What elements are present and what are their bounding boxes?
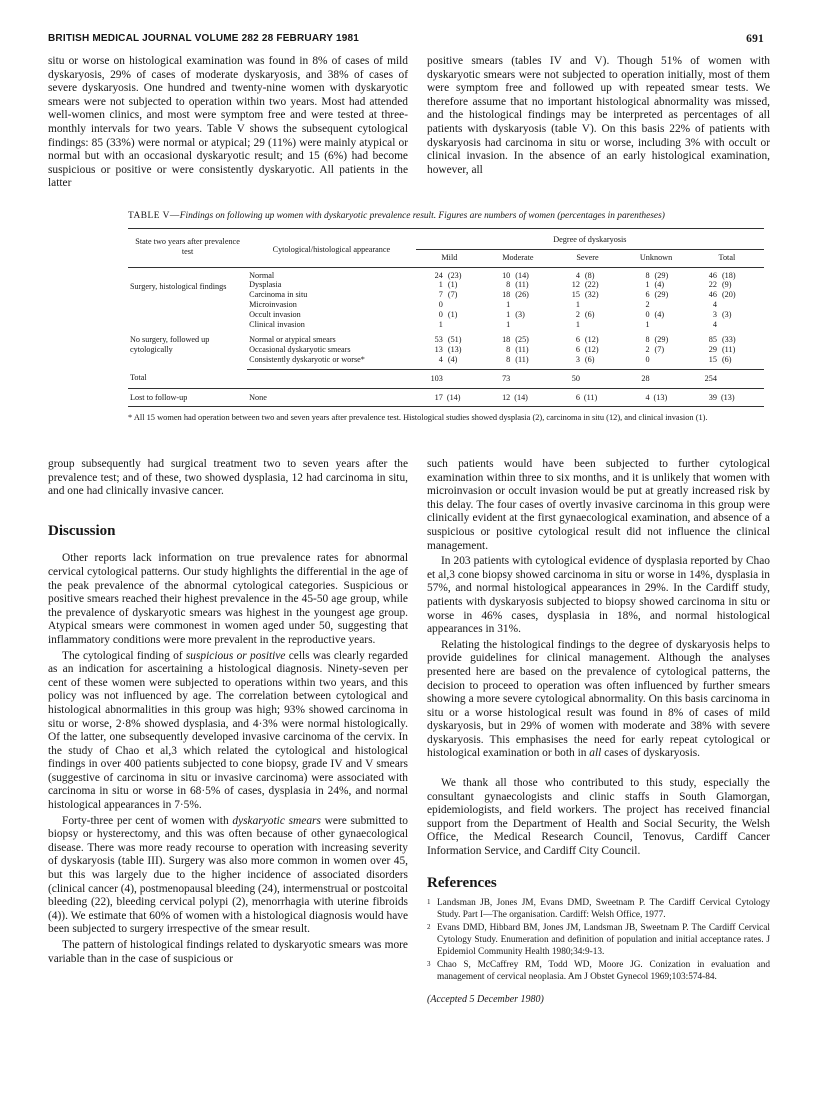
cell: 18 bbox=[502, 290, 511, 300]
table-caption bbox=[128, 210, 764, 222]
group-label-surgery: Surgery, histological findings bbox=[128, 267, 247, 332]
cell: 53 bbox=[434, 335, 443, 345]
reference-2 bbox=[427, 923, 770, 958]
cell: (1) bbox=[447, 280, 458, 290]
cell: (4) bbox=[654, 280, 665, 290]
row-label: Microinvasion bbox=[249, 299, 297, 309]
lower-right-column bbox=[427, 458, 770, 1007]
total-row bbox=[128, 369, 764, 388]
right-paragraph-3 bbox=[427, 639, 770, 761]
cell: 46 bbox=[690, 267, 719, 280]
cell bbox=[445, 300, 483, 310]
right-paragraph-2: In 203 patients with cytological evidence of dysplasia reported by Chao et al,3 cone biopsy showed carcinoma in situ or worse in 14%, dysplasia in 57%, and normal histological appearances in 29%. In the Cardiff study, patients with dyskaryosis subjected to biopsy showed carcinoma in situ or worse in 46% cases, dysplasia in 18%, and normal histological appearances in 31%. bbox=[427, 555, 770, 636]
cell bbox=[445, 320, 483, 333]
cell: 1 bbox=[506, 309, 511, 319]
row-label: Consistently dyskaryotic or worse* bbox=[247, 355, 416, 369]
cell: 29 bbox=[708, 345, 717, 355]
emphasis: all bbox=[589, 747, 602, 760]
cell: (33) bbox=[721, 335, 736, 345]
row-label: Occasional dyskaryotic smears bbox=[249, 345, 351, 355]
cell: (1) bbox=[447, 309, 458, 319]
cell: (7) bbox=[447, 290, 458, 300]
cell: (6) bbox=[584, 309, 595, 319]
table-row bbox=[128, 332, 764, 345]
references-list bbox=[427, 898, 770, 983]
cell: (4) bbox=[445, 355, 483, 369]
right-paragraph-1: such patients would have been subjected to further cytological examination within three to six months, and it is unlikely that women with microinvasion or occult invasion would be put at greatly increased risk by this delay. The four cases of overtly invasive carcinoma in this group were clinically evident at the first gynaecological examination, and absence of a suspicious or positive cytological result did not influence the clinical management. bbox=[427, 458, 770, 552]
cell: 15 bbox=[690, 355, 719, 369]
cell: 50 bbox=[553, 369, 582, 388]
reference-text: Evans DMD, Hibbard BM, Jones JM, Landsman JB, Sweetnam P. The Cardiff Cervical Cytology Study. Enumeration and definition of population and initial acceptance rates. J Epidemiol Community Health 1980;34:9-13. bbox=[437, 923, 770, 957]
cell bbox=[652, 300, 690, 310]
cell: (22) bbox=[584, 280, 599, 290]
cell: (25) bbox=[515, 335, 529, 345]
page-number: 691 bbox=[746, 33, 764, 45]
cell: None bbox=[247, 388, 416, 407]
cell: (14) bbox=[512, 388, 552, 407]
text-run: The cytological finding of bbox=[62, 649, 186, 662]
cell: 8 bbox=[483, 355, 512, 369]
cell: 18 bbox=[502, 335, 511, 345]
total-label: Total bbox=[128, 369, 247, 388]
cell: (11) bbox=[515, 345, 529, 355]
text-run: were submitted to biopsy or hysterectomy, and this was often because of other gynaecological disease. There was more ready recourse to operation with increasing severity of dyskaryosis (table III). Surgery was also more common in women over 45, but this was largely due to the higher incidence of associated disorders (clinical cancer (4), postmenopausal bleeding (24), intermenstrual or postcoital bleeding (22), bleeding cervical polypi (2), menorrhagia with uterine fibroids (4)). We estimate that 60% of women with a histological diagnosis would have been subjected to surgery irrespective of the smear result. bbox=[48, 814, 408, 936]
cell: 0 bbox=[645, 309, 650, 319]
row-label: Normal bbox=[247, 267, 416, 280]
cell: 103 bbox=[416, 369, 445, 388]
cell: 46 bbox=[708, 290, 717, 300]
table-v bbox=[128, 210, 764, 423]
cell: 1 bbox=[645, 319, 650, 329]
header-state: State two years after prevalence test bbox=[128, 229, 247, 268]
cell: 4 bbox=[622, 388, 651, 407]
discussion-paragraph-1: Other reports lack information on true prevalence rates for abnormal cervical cytological patterns. Our study highlights the differential in the age of the peak prevalence of the abnormal cytological categories. Suspicious or positive smears reached their highest prevalence in the 45-50 age group, while the prevalence of dyskaryotic smears was highest in the youngest age group. Atypical smears were commonest in women aged under 50, suggesting that inflammatory conditions were more prevalent in the reproductive years. bbox=[48, 552, 408, 646]
cell: (26) bbox=[515, 290, 529, 300]
cell: (11) bbox=[515, 280, 529, 290]
acknowledgments: We thank all those who contributed to this study, especially the consultant gynaecologists and clinic staffs in South Glamorgan, epidemiologists, and field workers. The project has received financial support from the Department of Health and Social Security, the Welsh Office, the Medical Research Council, Tenovus, Cardiff Cancer Information Service, and Cardiff City Council. bbox=[427, 777, 770, 858]
text-run: Relating the histological findings to the degree of dyskaryosis helps to provide guidelines for clinical management. Although the analyses presented here are based on the prevalence of cytological patterns, the decision to proceed to operation was often influenced by further smears showing a more severe cytological abnormality. On this basis carcinoma in situ or a worse histological result was found in 8% of cases of mild dyskaryosis, but in 29% of women with moderate and 38% with severe dyskaryosis. This emphasises the need for early repeat cytological or histological examination or both in bbox=[427, 638, 770, 760]
cell: 8 bbox=[645, 335, 650, 345]
row-label: Normal or atypical smears bbox=[249, 335, 336, 345]
cell bbox=[719, 320, 764, 333]
cell: 1 bbox=[438, 319, 443, 329]
header-total: Total bbox=[690, 249, 764, 267]
cell: 0 bbox=[622, 355, 651, 369]
row-label: Dysplasia bbox=[249, 280, 282, 290]
cell bbox=[512, 300, 552, 310]
cell: 39 bbox=[690, 388, 719, 407]
group-label-no-surgery: No surgery, followed up cytologically bbox=[130, 335, 210, 355]
discussion-heading: Discussion bbox=[48, 522, 116, 539]
top-right-paragraph: positive smears (tables IV and V). Though 51% of women with dyskaryotic smears were not subjected to operation initially, most of them were symptom free and followed up with repeated smear tests. We therefore assume that no important histological abnormality was missed, and the histological findings may be interpreted as percentages of all patients with dyskaryosis (table V). On this basis 22% of patients with dyskaryosis had carcinoma in situ or worse, including 3% with occult or clinical invasion. In the absence of an early histological examination, however, all bbox=[427, 55, 770, 176]
cell: 12 bbox=[483, 388, 512, 407]
cell: 24 bbox=[416, 267, 445, 280]
cell: 13 bbox=[434, 345, 443, 355]
cell: (7) bbox=[654, 345, 665, 355]
header-appearance: Cytological/histological appearance bbox=[247, 229, 416, 268]
cell: (9) bbox=[721, 280, 732, 290]
reference-3 bbox=[427, 960, 770, 983]
cell: 7 bbox=[438, 290, 443, 300]
cell: (4) bbox=[654, 309, 665, 319]
discussion-paragraph-3 bbox=[48, 815, 408, 937]
cell: 1 bbox=[438, 280, 443, 290]
cell: (29) bbox=[652, 267, 690, 280]
header-moderate: Moderate bbox=[483, 249, 553, 267]
cell: 2 bbox=[645, 345, 650, 355]
cell: 0 bbox=[438, 309, 443, 319]
top-left-column bbox=[48, 55, 408, 191]
cell: 6 bbox=[553, 388, 582, 407]
cell: (8) bbox=[582, 267, 622, 280]
cell: (6) bbox=[582, 355, 622, 369]
cell bbox=[652, 355, 690, 369]
top-right-column bbox=[427, 55, 770, 177]
table-caption-lead: TABLE V— bbox=[128, 211, 180, 221]
row-label: Carcinoma in situ bbox=[249, 290, 308, 300]
table-row bbox=[128, 267, 764, 280]
cell: 3 bbox=[553, 355, 582, 369]
table-caption-text: Findings on following up women with dyskaryotic prevalence result. Figures are numbers of women (percentages in parentheses) bbox=[179, 211, 665, 221]
cell: 1 bbox=[575, 299, 580, 309]
cell: (14) bbox=[445, 388, 483, 407]
cell: (13) bbox=[652, 388, 690, 407]
emphasis: suspicious or positive bbox=[185, 649, 286, 662]
cell: (3) bbox=[721, 309, 732, 319]
cell: 6 bbox=[645, 290, 650, 300]
cell: 8 bbox=[506, 280, 511, 290]
cell bbox=[582, 300, 622, 310]
cell: (12) bbox=[584, 335, 599, 345]
cell: (23) bbox=[445, 267, 483, 280]
emphasis: dyskaryotic smears bbox=[232, 814, 321, 827]
cell: (29) bbox=[654, 335, 669, 345]
top-left-paragraph: situ or worse on histological examination was found in 8% of cases of mild dyskaryosis, 29% of cases of moderate dyskaryosis, and 38% of cases of severe dyskaryosis. One hundred and twenty-nine women with dyskaryotic smears were not subjected to operation within two years. Most had attended well-women clinics, and most were symptom free and were tested at three-monthly intervals for two years. Table V shows the subsequent cytological findings: 85 (33%) were normal or atypical; 29 (11%) were mainly atypical or normal but with an occasional dyskaryotic result; and 15 (6%) had become suspicious or positive or were consistently dyskaryotic. All patients in the latter bbox=[48, 55, 408, 190]
reference-number: 1 bbox=[427, 898, 431, 907]
cell: 4 bbox=[712, 299, 717, 309]
journal-header: BRITISH MEDICAL JOURNAL VOLUME 282 28 FEBRUARY 1981 bbox=[48, 33, 360, 44]
reference-number: 2 bbox=[427, 923, 431, 932]
cell: 8 bbox=[506, 345, 511, 355]
text-run: Forty-three per cent of women with bbox=[62, 814, 233, 827]
cell: 6 bbox=[575, 335, 580, 345]
cell: 2 bbox=[645, 299, 650, 309]
reference-text: Landsman JB, Jones JM, Evans DMD, Sweetnam P. The Cardiff Cervical Cytology Study. Part I—The organisation. Cardiff: Welsh Office, 1977. bbox=[437, 898, 770, 920]
cell: (11) bbox=[512, 355, 552, 369]
cell: 3 bbox=[712, 309, 717, 319]
cell: 254 bbox=[690, 369, 719, 388]
cell: 85 bbox=[708, 335, 717, 345]
cell: 15 bbox=[571, 290, 580, 300]
cell: (11) bbox=[582, 388, 622, 407]
header-unknown: Unknown bbox=[622, 249, 689, 267]
table-footnote: * All 15 women had operation between two and seven years after prevalence test. Histological studies showed dysplasia (2), carcinoma in situ (12), and clinical invasion (1). bbox=[128, 413, 708, 423]
lost-row bbox=[128, 388, 764, 407]
row-label: Clinical invasion bbox=[249, 319, 305, 329]
accepted-date: (Accepted 5 December 1980) bbox=[427, 994, 544, 1006]
cell: 1 bbox=[575, 319, 580, 329]
row-label: Occult invasion bbox=[249, 309, 301, 319]
cell: 10 bbox=[483, 267, 512, 280]
cell: 2 bbox=[575, 309, 580, 319]
header-severe: Severe bbox=[553, 249, 623, 267]
cell: (13) bbox=[719, 388, 764, 407]
cell bbox=[512, 320, 552, 333]
reference-number: 3 bbox=[427, 960, 431, 969]
cell: (32) bbox=[584, 290, 599, 300]
reference-1 bbox=[427, 898, 770, 921]
header-degree: Degree of dyskaryosis bbox=[416, 229, 764, 250]
cell: 4 bbox=[712, 319, 717, 329]
findings-table bbox=[128, 228, 764, 407]
reference-text: Chao S, McCaffrey RM, Todd WD, Moore JG. Conization in evaluation and management of cervical neoplasia. Am J Obstet Gynecol 1969;103:574-84. bbox=[437, 960, 770, 982]
cell: 1 bbox=[645, 280, 650, 290]
cell: (6) bbox=[719, 355, 764, 369]
cell: 28 bbox=[622, 369, 651, 388]
lower-left-column bbox=[48, 458, 408, 966]
cell: 4 bbox=[416, 355, 445, 369]
cell: 4 bbox=[553, 267, 582, 280]
cell: (11) bbox=[721, 345, 736, 355]
text-run: cells was clearly regarded as an indication for ascertaining a histological diagnosis. Ninety-seven per cent of these women were subjected to operations within two years, and this policy was not influenced by age. The correlation between cytological and histological abnormalities in this group was high; 93% showed carcinoma in situ or worse, 2·8% showed dysplasia, and 4·3% were normal histologically. Of the latter, one subsequently developed invasive carcinoma of the cervix. In the study of Chao et al,3 which related the cytological and histological findings in over 400 patients subjected to cone biopsy, grade IV and V smears (suggestive of carcinoma in situ or invasive carcinoma) were associated with carcinoma in situ or worse in 68·5% of cases, dysplasia in 24%, and normal histological appearances in 7·5%. bbox=[48, 649, 408, 812]
cell bbox=[652, 320, 690, 333]
cell: 0 bbox=[438, 299, 443, 309]
cell bbox=[582, 320, 622, 333]
cell: (13) bbox=[447, 345, 462, 355]
cell: (14) bbox=[512, 267, 552, 280]
cell: (3) bbox=[515, 309, 525, 319]
cell: 22 bbox=[708, 280, 717, 290]
cell: 1 bbox=[506, 299, 511, 309]
cell: 73 bbox=[483, 369, 512, 388]
cell: 12 bbox=[571, 280, 580, 290]
cell: 1 bbox=[506, 319, 511, 329]
cell: 8 bbox=[622, 267, 651, 280]
references-heading: References bbox=[427, 874, 497, 891]
cell bbox=[719, 300, 764, 310]
continuation-paragraph: group subsequently had surgical treatment two to seven years after the prevalence test; and of these, two showed dysplasia, 12 had carcinoma in situ, and one had clinically invasive cancer. bbox=[48, 458, 408, 498]
header-mild: Mild bbox=[416, 249, 483, 267]
discussion-paragraph-4: The pattern of histological findings related to dyskaryotic smears was more variable than in the case of suspicious or bbox=[48, 939, 408, 965]
discussion-paragraph-2 bbox=[48, 650, 408, 813]
cell: 6 bbox=[575, 345, 580, 355]
cell: (20) bbox=[721, 290, 736, 300]
text-run: cases of dyskaryosis. bbox=[601, 747, 701, 760]
cell: (12) bbox=[584, 345, 599, 355]
cell: 17 bbox=[416, 388, 445, 407]
cell: (51) bbox=[447, 335, 462, 345]
lost-label: Lost to follow-up bbox=[128, 388, 247, 407]
cell: (29) bbox=[654, 290, 669, 300]
cell: (18) bbox=[719, 267, 764, 280]
